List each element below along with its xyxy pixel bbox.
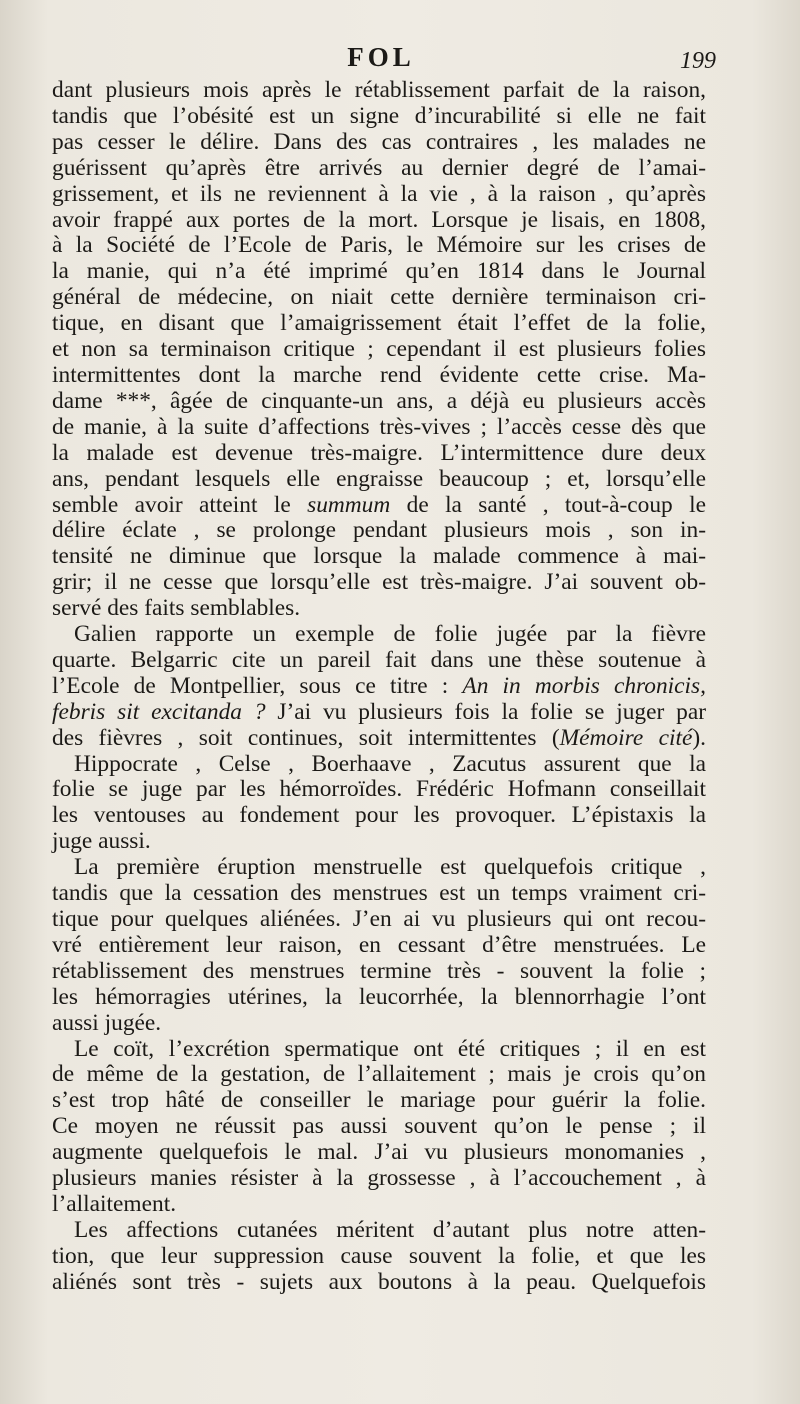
italic-segment: Mémoire cité: [559, 724, 693, 751]
text-segment: de la santé , tout-à-coup le: [390, 491, 706, 518]
text-line: aussi jugée.: [52, 1009, 162, 1036]
text-line: Ce moyen ne réussit pas aussi souvent qu’on le pense ; il: [52, 1113, 706, 1140]
text-line: folie se juge par les hémorroïdes. Frédéric Hofmann conseillait: [52, 776, 706, 803]
text-line: [52, 674, 706, 700]
text-line: intermittentes dont la marche rend évidente cette crise. Ma-: [52, 361, 706, 388]
text-line: général de médecine, on niait cette dernière terminaison cri-: [52, 284, 706, 311]
text-segment: ).: [692, 724, 706, 751]
text-line: dant plusieurs mois après le rétablissement parfait de la raison,: [52, 77, 706, 103]
text-line: l’allaitement.: [52, 1190, 177, 1217]
text-line: guérissent qu’après être arrivés au dernier degré de l’amai-: [52, 154, 706, 181]
text-line: augmente quelquefois le mal. J’ai vu plusieurs monomanies ,: [52, 1139, 706, 1166]
text-line: tique, en disant que l’amaigrissement était l’effet de la folie,: [52, 310, 706, 337]
text-segment: semble avoir atteint le: [52, 491, 308, 518]
text-line: [52, 726, 706, 752]
text-line: les hémorragies utérines, la leucorrhée, la blennorrhagie l’ont: [52, 983, 706, 1010]
text-line: avoir frappé aux portes de la mort. Lorsque je lisais, en 1808,: [52, 206, 706, 233]
text-line: juge aussi.: [52, 828, 151, 855]
body-text: [52, 78, 706, 1296]
text-line: pas cesser le délire. Dans des cas contraires , les malades ne: [52, 128, 706, 155]
text-line: vré entièrement leur raison, en cessant d’être menstruées. Le: [52, 931, 706, 958]
text-line: tion, que leur suppression cause souvent la folie, et que les: [52, 1242, 706, 1269]
text-line: tique pour quelques aliénées. J’en ai vu plusieurs qui ont recou-: [52, 906, 706, 932]
text-line: ans, pendant lesquels elle engraisse beaucoup ; et, lorsqu’elle: [52, 465, 706, 492]
text-line: quarte. Belgarric cite un pareil fait dans une thèse soutenue à: [52, 646, 706, 673]
text-line: délire éclate , se prolonge pendant plusieurs mois , son in-: [52, 517, 706, 544]
text-line: s’est trop hâté de conseiller le mariage pour guérir la folie.: [52, 1087, 706, 1114]
text-line: La première éruption menstruelle est quelquefois critique ,: [74, 854, 706, 881]
page-number: 199: [680, 48, 716, 74]
text-line: rétablissement des menstrues termine très - souvent la folie ;: [52, 957, 706, 984]
italic-segment: febris sit excitanda ?: [52, 698, 266, 725]
italic-segment: An in morbis chronicis,: [462, 672, 706, 699]
text-line: et non sa terminaison critique ; cependant il est plusieurs folies: [52, 336, 706, 363]
page-header: [52, 42, 716, 82]
text-line: la malade est devenue très-maigre. L’intermittence dure deux: [52, 439, 706, 466]
italic-segment: summum: [307, 491, 391, 518]
text-segment: J’ai vu plusieurs fois la folie se juger par: [265, 698, 706, 725]
text-line: grissement, et ils ne reviennent à la vie , à la raison , qu’après: [52, 180, 706, 207]
text-line: Les affections cutanées méritent d’autant plus notre atten-: [74, 1216, 706, 1243]
text-line: [52, 493, 706, 519]
text-line: Le coït, l’excrétion spermatique ont été critiques ; il en est: [74, 1035, 706, 1062]
text-line: plusieurs manies résister à la grossesse , à l’accouchement , à: [52, 1165, 706, 1192]
text-line: aliénés sont très - sujets aux boutons à la peau. Quelquefois: [52, 1268, 706, 1295]
text-line: à la Société de l’Ecole de Paris, le Mémoire sur les crises de: [52, 232, 706, 259]
text-segment: l’Ecole de Montpellier, sous ce titre :: [52, 672, 463, 699]
text-line: [52, 700, 706, 726]
running-head: FOL: [347, 42, 415, 72]
text-line: de même de la gestation, de l’allaitement ; mais je crois qu’on: [52, 1061, 706, 1088]
text-line: Galien rapporte un exemple de folie jugée par la fièvre: [74, 621, 706, 648]
text-line: servé des faits semblables.: [52, 595, 301, 622]
text-line: tandis que la cessation des menstrues est un temps vraiment cri-: [52, 880, 706, 907]
text-line: tensité ne diminue que lorsque la malade commence à mai-: [52, 543, 706, 570]
text-line: la manie, qui n’a été imprimé qu’en 1814 dans le Journal: [52, 258, 706, 285]
text-segment: des fièvres , soit continues, soit intermittentes (: [52, 724, 560, 751]
text-line: de manie, à la suite d’affections très-vives ; l’accès cesse dès que: [52, 413, 706, 440]
text-line: grir; il ne cesse que lorsqu’elle est très-maigre. J’ai souvent ob-: [52, 569, 706, 596]
text-line: dame ***, âgée de cinquante-un ans, a déjà eu plusieurs accès: [52, 387, 706, 414]
text-line: Hippocrate , Celse , Boerhaave , Zacutus assurent que la: [74, 750, 706, 777]
text-line: les ventouses au fondement pour les provoquer. L’épistaxis la: [52, 802, 706, 829]
text-line: tandis que l’obésité est un signe d’incurabilité si elle ne fait: [52, 102, 706, 129]
